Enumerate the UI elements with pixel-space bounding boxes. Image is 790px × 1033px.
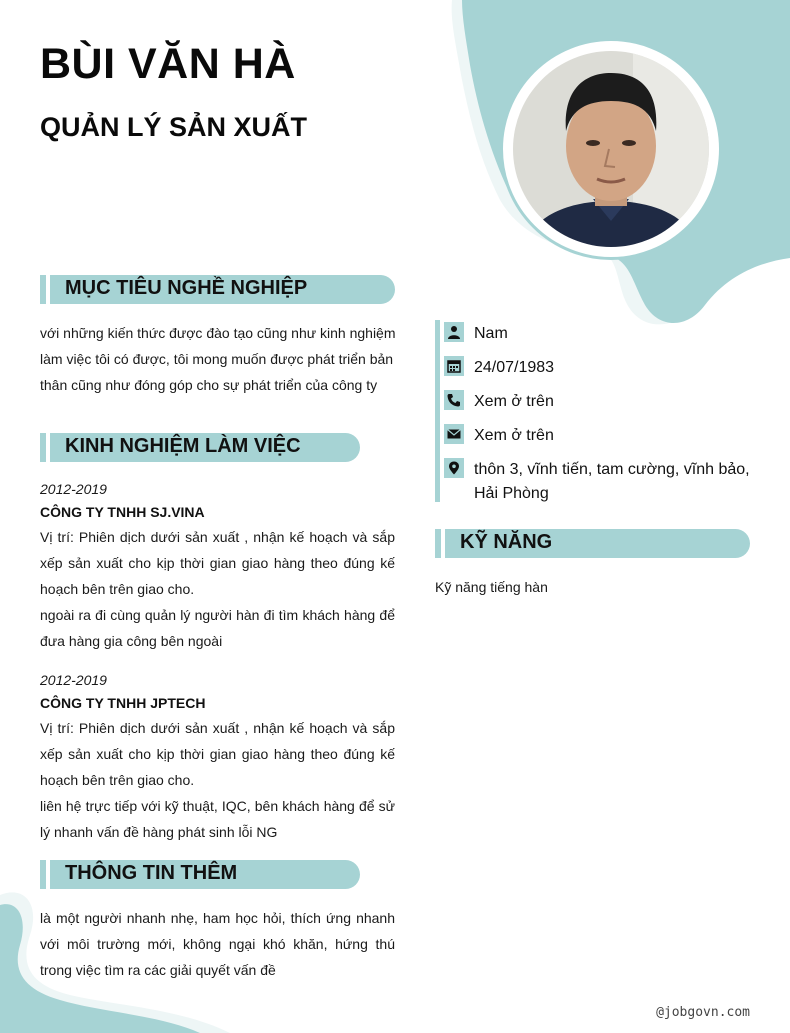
objective-text [40,320,400,398]
skills-section-header [435,529,750,558]
job-description-extra: ngoài ra đi cùng quản lý người hàn đi tìm khách hàng để đưa hàng gia công bên ngoài [40,607,395,649]
watermark-text: @jobgovn.com [656,1005,750,1020]
skills-text: Kỹ năng tiếng hàn [435,579,548,595]
job-description: Vị trí: Phiên dịch dưới sản xuất , nhận kế hoạch và sắp xếp sản xuất cho kịp thời gian giao hàng theo đúng kế hoạch bên trên giao cho. [40,720,395,788]
contact-value: Xem ở trên [474,393,554,410]
job-date: 2012-2019 [40,481,107,497]
skills-title: KỸ NĂNG [460,531,553,553]
company-name: CÔNG TY TNHH JPTECH [40,695,206,711]
contact-value: Xem ở trên [474,427,554,444]
company-name: CÔNG TY TNHH SJ.VINA [40,504,205,520]
contact-rail [435,320,440,502]
profile-photo [500,38,722,260]
envelope-icon [444,424,464,444]
extra-info-text: là một người nhanh nhẹ, ham học hỏi, thích ứng nhanh với môi trường mới, không ngại khó khăn, hứng thú trong việc tìm ra các giải quyết vấn đề [40,910,395,978]
objective-line: với những kiến thức được đào tạo cũng như kinh nghiệm [40,325,396,341]
calendar-icon [444,356,464,376]
job-description-extra: liên hệ trực tiếp với kỹ thuật, IQC, bên khách hàng để sử lý nhanh vấn đề hàng phát sinh lỗi NG [40,798,395,840]
experience-title: KINH NGHIỆM LÀM VIỆC [65,435,301,457]
job-title: QUẢN LÝ SẢN XUẤT [40,112,308,142]
portrait-image [513,51,709,247]
extra-info-section-header [40,860,360,889]
location-pin-icon [444,458,464,478]
objective-section-header [40,275,395,304]
job-date: 2012-2019 [40,672,107,688]
person-icon [444,322,464,342]
contact-value: Nam [474,325,508,342]
job-description: Vị trí: Phiên dịch dưới sản xuất , nhận kế hoạch và sắp xếp sản xuất cho kịp thời gian giao hàng theo đúng kế hoạch bên trên giao cho. [40,529,395,597]
contact-value: 24/07/1983 [474,359,555,376]
objective-line: làm việc tôi có được, tôi mong muốn được phát triển bản [40,351,394,367]
objective-title: MỤC TIÊU NGHỀ NGHIỆP [65,277,308,299]
phone-icon [444,390,464,410]
objective-line: thân cũng như đóng góp cho sự phát triển của công ty [40,377,378,393]
candidate-name: BÙI VĂN HÀ [40,40,296,88]
experience-section-header [40,433,360,462]
contact-value: thôn 3, vĩnh tiến, tam cường, vĩnh bảo, Hải Phòng [474,461,750,502]
extra-info-title: THÔNG TIN THÊM [65,862,238,884]
